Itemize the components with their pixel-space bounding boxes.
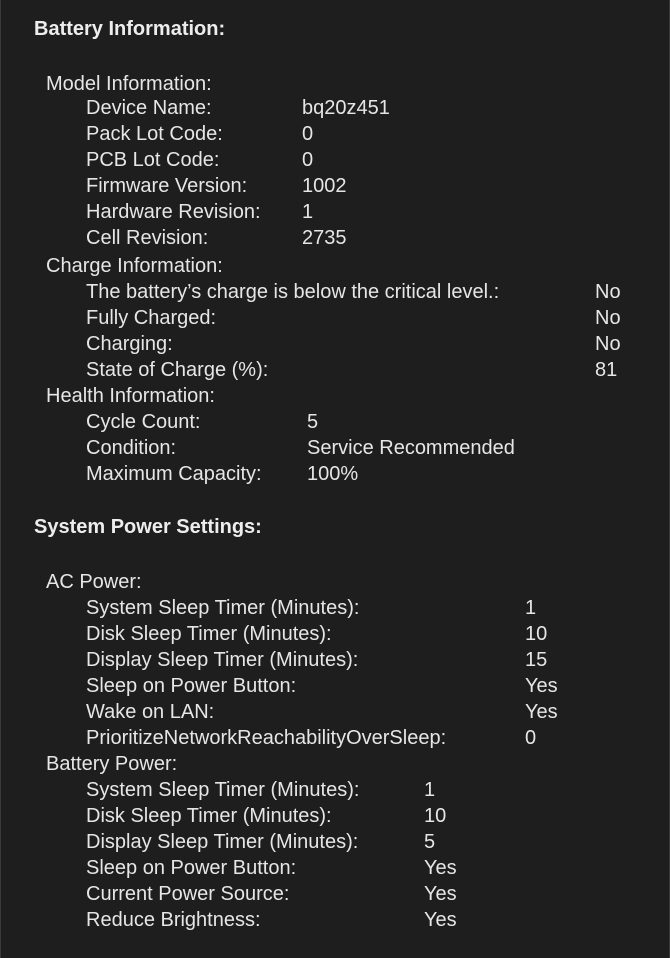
info-key: Disk Sleep Timer (Minutes): — [86, 805, 332, 827]
info-value: 10 — [525, 623, 548, 645]
battery-power-label: Battery Power: — [46, 753, 178, 775]
info-value: 1002 — [302, 175, 347, 197]
info-key: Cell Revision: — [86, 227, 209, 249]
info-key: Pack Lot Code: — [86, 123, 223, 145]
info-key: Wake on LAN: — [86, 701, 215, 723]
info-value: No — [595, 333, 621, 355]
info-value: 5 — [307, 411, 319, 433]
info-key: State of Charge (%): — [86, 359, 269, 381]
info-key: Maximum Capacity: — [86, 463, 262, 485]
info-key: Current Power Source: — [86, 883, 290, 905]
info-key: PrioritizeNetworkReachabilityOverSleep: — [86, 727, 447, 749]
info-value: 15 — [525, 649, 548, 671]
info-value: No — [595, 307, 621, 329]
info-key: Hardware Revision: — [86, 201, 261, 223]
charge-information-label: Charge Information: — [46, 255, 223, 277]
info-key: Charging: — [86, 333, 173, 355]
info-key: Sleep on Power Button: — [86, 857, 297, 879]
info-value: 10 — [424, 805, 447, 827]
info-value: bq20z451 — [302, 97, 390, 119]
info-key: Fully Charged: — [86, 307, 217, 329]
ac-power-label: AC Power: — [46, 571, 142, 593]
info-value: Yes — [424, 909, 457, 931]
info-value: 0 — [525, 727, 537, 749]
info-value: 2735 — [302, 227, 347, 249]
info-key: Condition: — [86, 437, 177, 459]
info-key: System Sleep Timer (Minutes): — [86, 597, 360, 619]
info-value: Yes — [525, 675, 558, 697]
info-value: Yes — [525, 701, 558, 723]
info-key: Disk Sleep Timer (Minutes): — [86, 623, 332, 645]
info-value: 1 — [525, 597, 537, 619]
info-value: No — [595, 281, 621, 303]
info-key: System Sleep Timer (Minutes): — [86, 779, 360, 801]
battery-information-title: Battery Information: — [34, 18, 226, 40]
info-value: 1 — [302, 201, 314, 223]
info-value: 5 — [424, 831, 436, 853]
info-key: Firmware Version: — [86, 175, 248, 197]
info-value: 0 — [302, 149, 314, 171]
info-key: PCB Lot Code: — [86, 149, 220, 171]
info-key: Sleep on Power Button: — [86, 675, 297, 697]
info-value: Yes — [424, 857, 457, 879]
info-value: Yes — [424, 883, 457, 905]
info-key: Cycle Count: — [86, 411, 201, 433]
info-key: Device Name: — [86, 97, 212, 119]
info-key: Display Sleep Timer (Minutes): — [86, 831, 359, 853]
info-key: The battery’s charge is below the critical level.: — [86, 281, 500, 303]
info-value: 1 — [424, 779, 436, 801]
info-value: Service Recommended — [307, 437, 515, 459]
info-value: 81 — [595, 359, 618, 381]
info-key: Display Sleep Timer (Minutes): — [86, 649, 359, 671]
system-power-settings-title: System Power Settings: — [34, 516, 262, 538]
info-value: 0 — [302, 123, 314, 145]
model-information-label: Model Information: — [46, 73, 212, 95]
info-value: 100% — [307, 463, 359, 485]
info-key: Reduce Brightness: — [86, 909, 261, 931]
health-information-label: Health Information: — [46, 385, 215, 407]
